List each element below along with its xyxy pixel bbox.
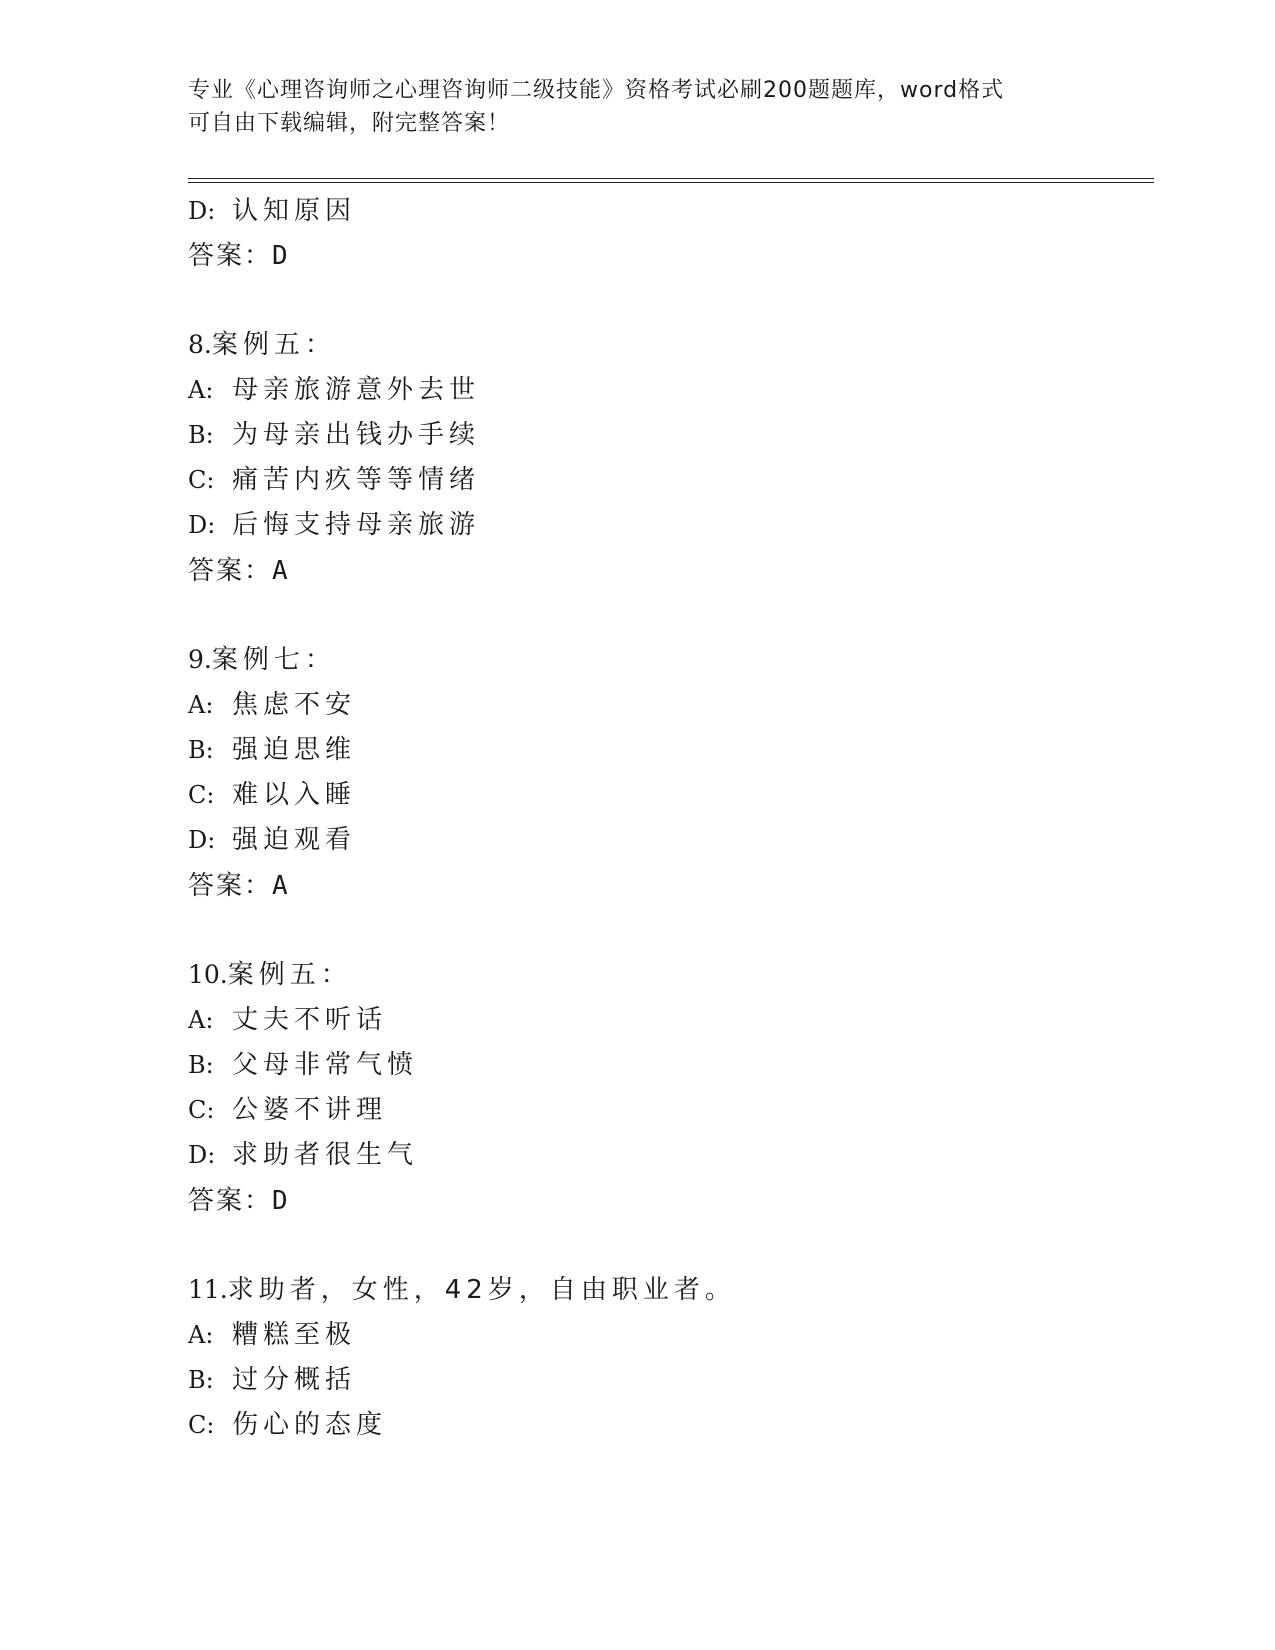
option-label: D: (188, 511, 216, 539)
question-number: 10. (188, 960, 228, 989)
option-label: B: (188, 736, 214, 764)
option-text: 难以入睡 (232, 780, 357, 810)
option-row (188, 1045, 418, 1085)
option-label: C: (188, 466, 215, 494)
option-row (188, 775, 356, 815)
option-text: 父母非常气愤 (232, 1050, 419, 1080)
question-number: 9. (188, 645, 212, 674)
question-number: 8. (188, 330, 212, 359)
option-text: 伤心的态度 (232, 1410, 388, 1440)
option-text: 后悔支持母亲旅游 (232, 510, 481, 540)
option-row (188, 1405, 387, 1445)
option-row (188, 460, 480, 500)
answer-value: A (272, 871, 290, 901)
answer-row (188, 551, 290, 591)
option-row (188, 1000, 387, 1040)
question-text: 案例七： (211, 645, 336, 675)
option-label: D: (188, 826, 216, 854)
option-text: 丈夫不听话 (232, 1005, 388, 1035)
option-row (188, 1360, 356, 1400)
option-text: 痛苦内疚等等情绪 (232, 465, 481, 495)
option-label: A: (188, 691, 214, 719)
option-label: D: (188, 197, 216, 225)
option-row (188, 415, 480, 455)
option-row (188, 1135, 418, 1175)
question-title (188, 325, 336, 365)
answer-value: A (272, 556, 290, 586)
header-divider-bottom (188, 182, 1154, 183)
answer-label: 答案： (188, 1186, 273, 1216)
option-text: 焦虑不安 (232, 690, 357, 720)
option-row (188, 1090, 387, 1130)
answer-value: D (272, 241, 290, 271)
option-row (188, 820, 356, 860)
answer-row (188, 1181, 290, 1221)
option-text: 认知原因 (232, 196, 357, 226)
option-label: A: (188, 1006, 214, 1034)
option-text: 母亲旅游意外去世 (232, 375, 481, 405)
question-number: 11. (188, 1275, 228, 1304)
question-text: 求助者，女性，42岁，自由职业者。 (227, 1275, 736, 1305)
option-label: A: (188, 1321, 214, 1349)
answer-label: 答案： (188, 241, 273, 271)
question-text: 案例五： (211, 330, 336, 360)
answer-label: 答案： (188, 556, 273, 586)
option-text: 公婆不讲理 (232, 1095, 388, 1125)
option-row (188, 1315, 356, 1355)
question-title (188, 640, 336, 680)
option-label: B: (188, 421, 214, 449)
answer-value: D (272, 1186, 290, 1216)
option-text: 强迫思维 (232, 735, 357, 765)
question-title (188, 955, 352, 995)
option-row (188, 191, 356, 231)
header-line-1: 专业《心理咨询师之心理咨询师二级技能》资格考试必刷200题题库，word格式 (188, 78, 1005, 103)
header-divider-top (188, 178, 1154, 179)
option-text: 糟糕至极 (232, 1320, 357, 1350)
option-row (188, 370, 480, 410)
document-header (188, 74, 1078, 140)
answer-label: 答案： (188, 871, 273, 901)
option-label: D: (188, 1141, 216, 1169)
option-label: C: (188, 1411, 215, 1439)
header-line-2: 可自由下载编辑，附完整答案！ (188, 111, 511, 136)
answer-row (188, 866, 290, 906)
option-text: 为母亲出钱办手续 (232, 420, 481, 450)
option-label: B: (188, 1051, 214, 1079)
question-text: 案例五： (227, 960, 352, 990)
question-title (188, 1270, 736, 1310)
option-text: 求助者很生气 (232, 1140, 419, 1170)
option-row (188, 685, 356, 725)
option-text: 过分概括 (232, 1365, 357, 1395)
option-label: C: (188, 1096, 215, 1124)
option-text: 强迫观看 (232, 825, 357, 855)
option-label: B: (188, 1366, 214, 1394)
option-row (188, 505, 480, 545)
option-label: C: (188, 781, 215, 809)
answer-row (188, 236, 290, 276)
option-row (188, 730, 356, 770)
option-label: A: (188, 376, 214, 404)
